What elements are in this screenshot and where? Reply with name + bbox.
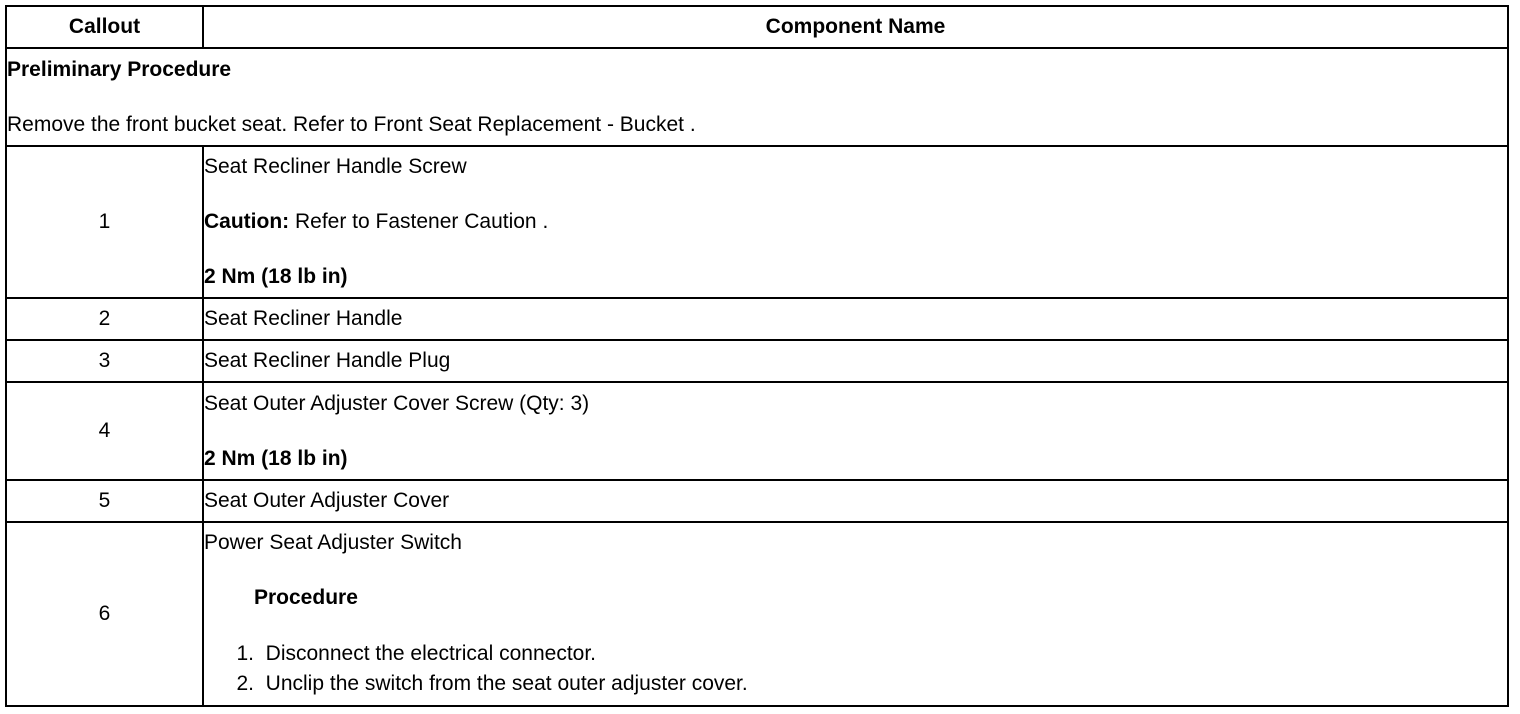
table-row bbox=[6, 298, 1508, 340]
component-cell bbox=[203, 382, 1508, 480]
torque-spec: 2 Nm (18 lb in) bbox=[204, 265, 348, 288]
component-name: Seat Outer Adjuster Cover bbox=[203, 480, 1508, 522]
procedure-steps bbox=[204, 639, 1507, 699]
torque-spec: 2 Nm (18 lb in) bbox=[204, 446, 348, 470]
callout-number: 2 bbox=[6, 298, 203, 340]
procedure-title: Procedure bbox=[254, 586, 358, 609]
callout-number: 4 bbox=[6, 382, 203, 480]
step-number: 2. bbox=[236, 672, 254, 695]
component-name: Seat Recliner Handle Screw bbox=[204, 155, 467, 178]
callout-number: 3 bbox=[6, 340, 203, 382]
preliminary-title: Preliminary Procedure bbox=[7, 57, 232, 81]
table-row bbox=[6, 146, 1508, 298]
table-row bbox=[6, 340, 1508, 382]
component-name: Seat Recliner Handle Plug bbox=[203, 340, 1508, 382]
caution-label: Caution: bbox=[204, 210, 290, 233]
preliminary-cell bbox=[6, 48, 1508, 146]
table-row bbox=[6, 382, 1508, 480]
component-name: Seat Recliner Handle bbox=[203, 298, 1508, 340]
procedure-step bbox=[204, 669, 1507, 699]
table-row bbox=[6, 480, 1508, 522]
step-text: Disconnect the electrical connector. bbox=[265, 642, 597, 665]
callout-number: 6 bbox=[6, 522, 203, 706]
procedure-step bbox=[204, 639, 1507, 669]
callout-table bbox=[5, 5, 1509, 707]
header-callout: Callout bbox=[6, 6, 203, 48]
header-component-name: Component Name bbox=[203, 6, 1508, 48]
table-row bbox=[6, 522, 1508, 706]
callout-number: 1 bbox=[6, 146, 203, 298]
component-name: Power Seat Adjuster Switch bbox=[204, 531, 462, 554]
component-cell bbox=[203, 522, 1508, 706]
preliminary-text: Remove the front bucket seat. Refer to Front Seat Replacement - Bucket . bbox=[7, 112, 696, 136]
callout-number: 5 bbox=[6, 480, 203, 522]
header-row bbox=[6, 6, 1508, 48]
step-number: 1. bbox=[236, 642, 254, 665]
preliminary-row bbox=[6, 48, 1508, 146]
caution-line bbox=[204, 208, 1507, 236]
step-text: Unclip the switch from the seat outer adjuster cover. bbox=[265, 672, 748, 695]
component-name: Seat Outer Adjuster Cover Screw (Qty: 3) bbox=[204, 391, 590, 415]
caution-text: Refer to Fastener Caution . bbox=[289, 210, 549, 233]
component-cell bbox=[203, 146, 1508, 298]
